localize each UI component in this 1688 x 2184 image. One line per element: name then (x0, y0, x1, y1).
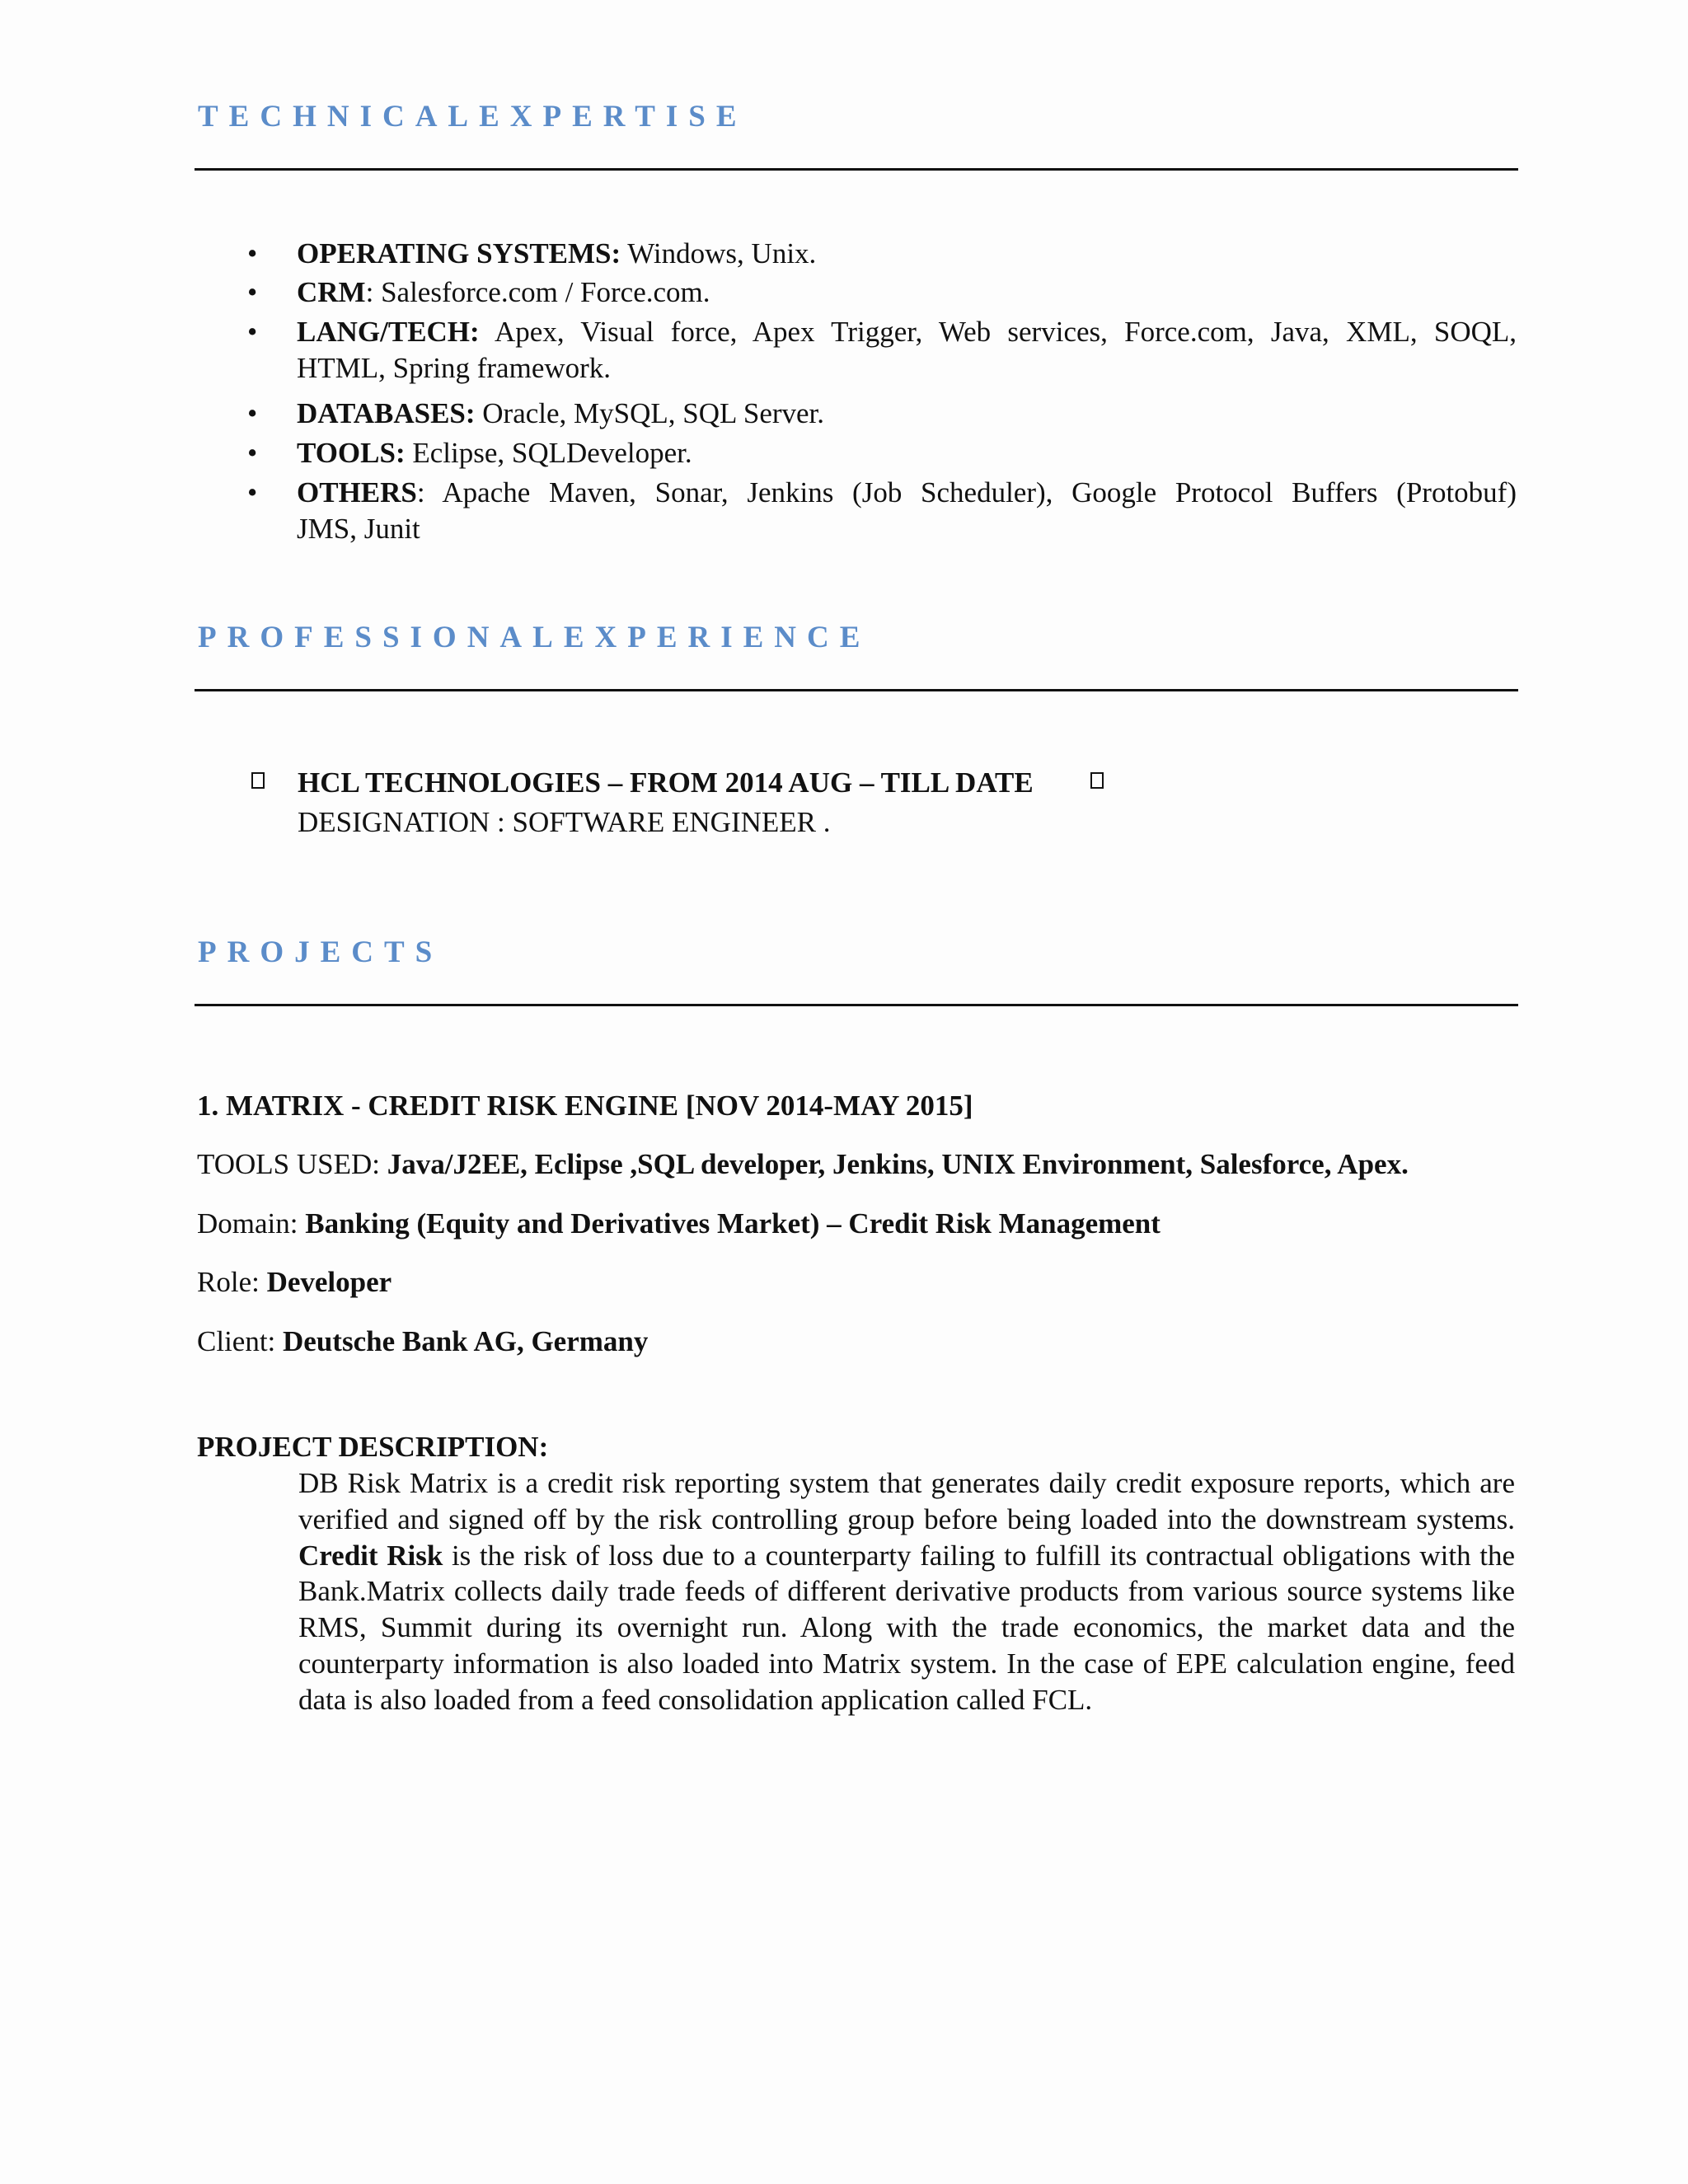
tools-value: Java/J2EE, Eclipse ,SQL developer, Jenkins, UNIX Environment, Salesforce, Apex. (387, 1148, 1409, 1180)
item-text: Windows, Unix. (621, 237, 817, 269)
item-label: OPERATING SYSTEMS: (297, 237, 621, 269)
section-title-projects: PROJECTS (198, 935, 443, 969)
checkbox-icon (1090, 772, 1104, 789)
item-label: TOOLS: (297, 437, 406, 469)
bullet-icon: • (247, 237, 258, 269)
list-item (247, 274, 1517, 311)
role (197, 1264, 392, 1301)
tools-used (197, 1146, 1409, 1183)
item-label: OTHERS (297, 476, 417, 509)
bullet-icon: • (247, 276, 258, 308)
section-divider (195, 168, 1518, 171)
item-label: CRM (297, 276, 366, 308)
bullet-icon: • (247, 476, 258, 509)
client (197, 1324, 648, 1360)
list-item (247, 475, 1517, 547)
item-text-continued: JMS, Junit (297, 513, 420, 545)
section-divider (195, 1004, 1518, 1006)
list-item (247, 396, 1517, 432)
project-description-heading: PROJECT DESCRIPTION: (197, 1431, 549, 1463)
item-label: LANG/TECH: (297, 316, 480, 348)
domain-value: Banking (Equity and Derivatives Market) – Credit Risk Management (305, 1207, 1160, 1240)
project-title: 1. MATRIX - CREDIT RISK ENGINE [NOV 2014-MAY 2015] (197, 1090, 973, 1122)
item-text: Oracle, MySQL, SQL Server. (475, 397, 825, 429)
description-emphasis: Credit Risk (298, 1539, 443, 1572)
client-value: Deutsche Bank AG, Germany (283, 1325, 649, 1357)
tools-label: TOOLS USED: (197, 1148, 387, 1180)
checkbox-icon (251, 772, 265, 789)
bullet-icon: • (247, 397, 258, 429)
domain (197, 1206, 1160, 1242)
role-label: Role: (197, 1266, 267, 1298)
domain-label: Domain: (197, 1207, 306, 1240)
role-value: Developer (266, 1266, 392, 1298)
list-item (247, 435, 1517, 471)
project-description: DB Risk Matrix is a credit risk reporting system that generates daily credit exposure reports, which are verified and signed off by the risk controlling group before being loaded into the downstream systems. Credit Risk is the risk of loss due to a counterparty failing to fulfill its contractual obligations with the Bank.Matrix collects daily trade feeds of different derivative products from various source systems like RMS, Summit during its overnight run. Along with the trade economics, the market data and the counterparty information is also loaded into Matrix system. In the case of EPE calculation engine, feed data is also loaded from a feed consolidation application called FCL. (298, 1467, 1515, 1716)
company-line (298, 765, 1034, 801)
item-text: : Salesforce.com / Force.com. (365, 276, 710, 308)
company-name: HCL TECHNOLOGIES – FROM 2014 AUG – TILL DATE (298, 766, 1034, 799)
item-text: Apex, Visual force, Apex Trigger, Web services, Force.com, Java, XML, SOQL, (479, 316, 1517, 348)
list-item (247, 236, 1517, 272)
designation: DESIGNATION : SOFTWARE ENGINEER . (298, 806, 831, 838)
client-label: Client: (197, 1325, 284, 1357)
section-title-professional-experience: PROFESSIONALEXPERIENCE (198, 621, 871, 654)
list-item (247, 314, 1517, 387)
item-text: : Apache Maven, Sonar, Jenkins (Job Scheduler), Google Protocol Buffers (Protobuf) (416, 476, 1517, 509)
section-title-technical-expertise: TECHNICALEXPERTISE (198, 100, 748, 134)
bullet-icon: • (247, 437, 258, 469)
item-label: DATABASES: (297, 397, 476, 429)
section-divider (195, 689, 1518, 691)
item-text: Eclipse, SQLDeveloper. (405, 437, 692, 469)
item-text-continued: HTML, Spring framework. (297, 352, 612, 384)
bullet-icon: • (247, 316, 258, 348)
